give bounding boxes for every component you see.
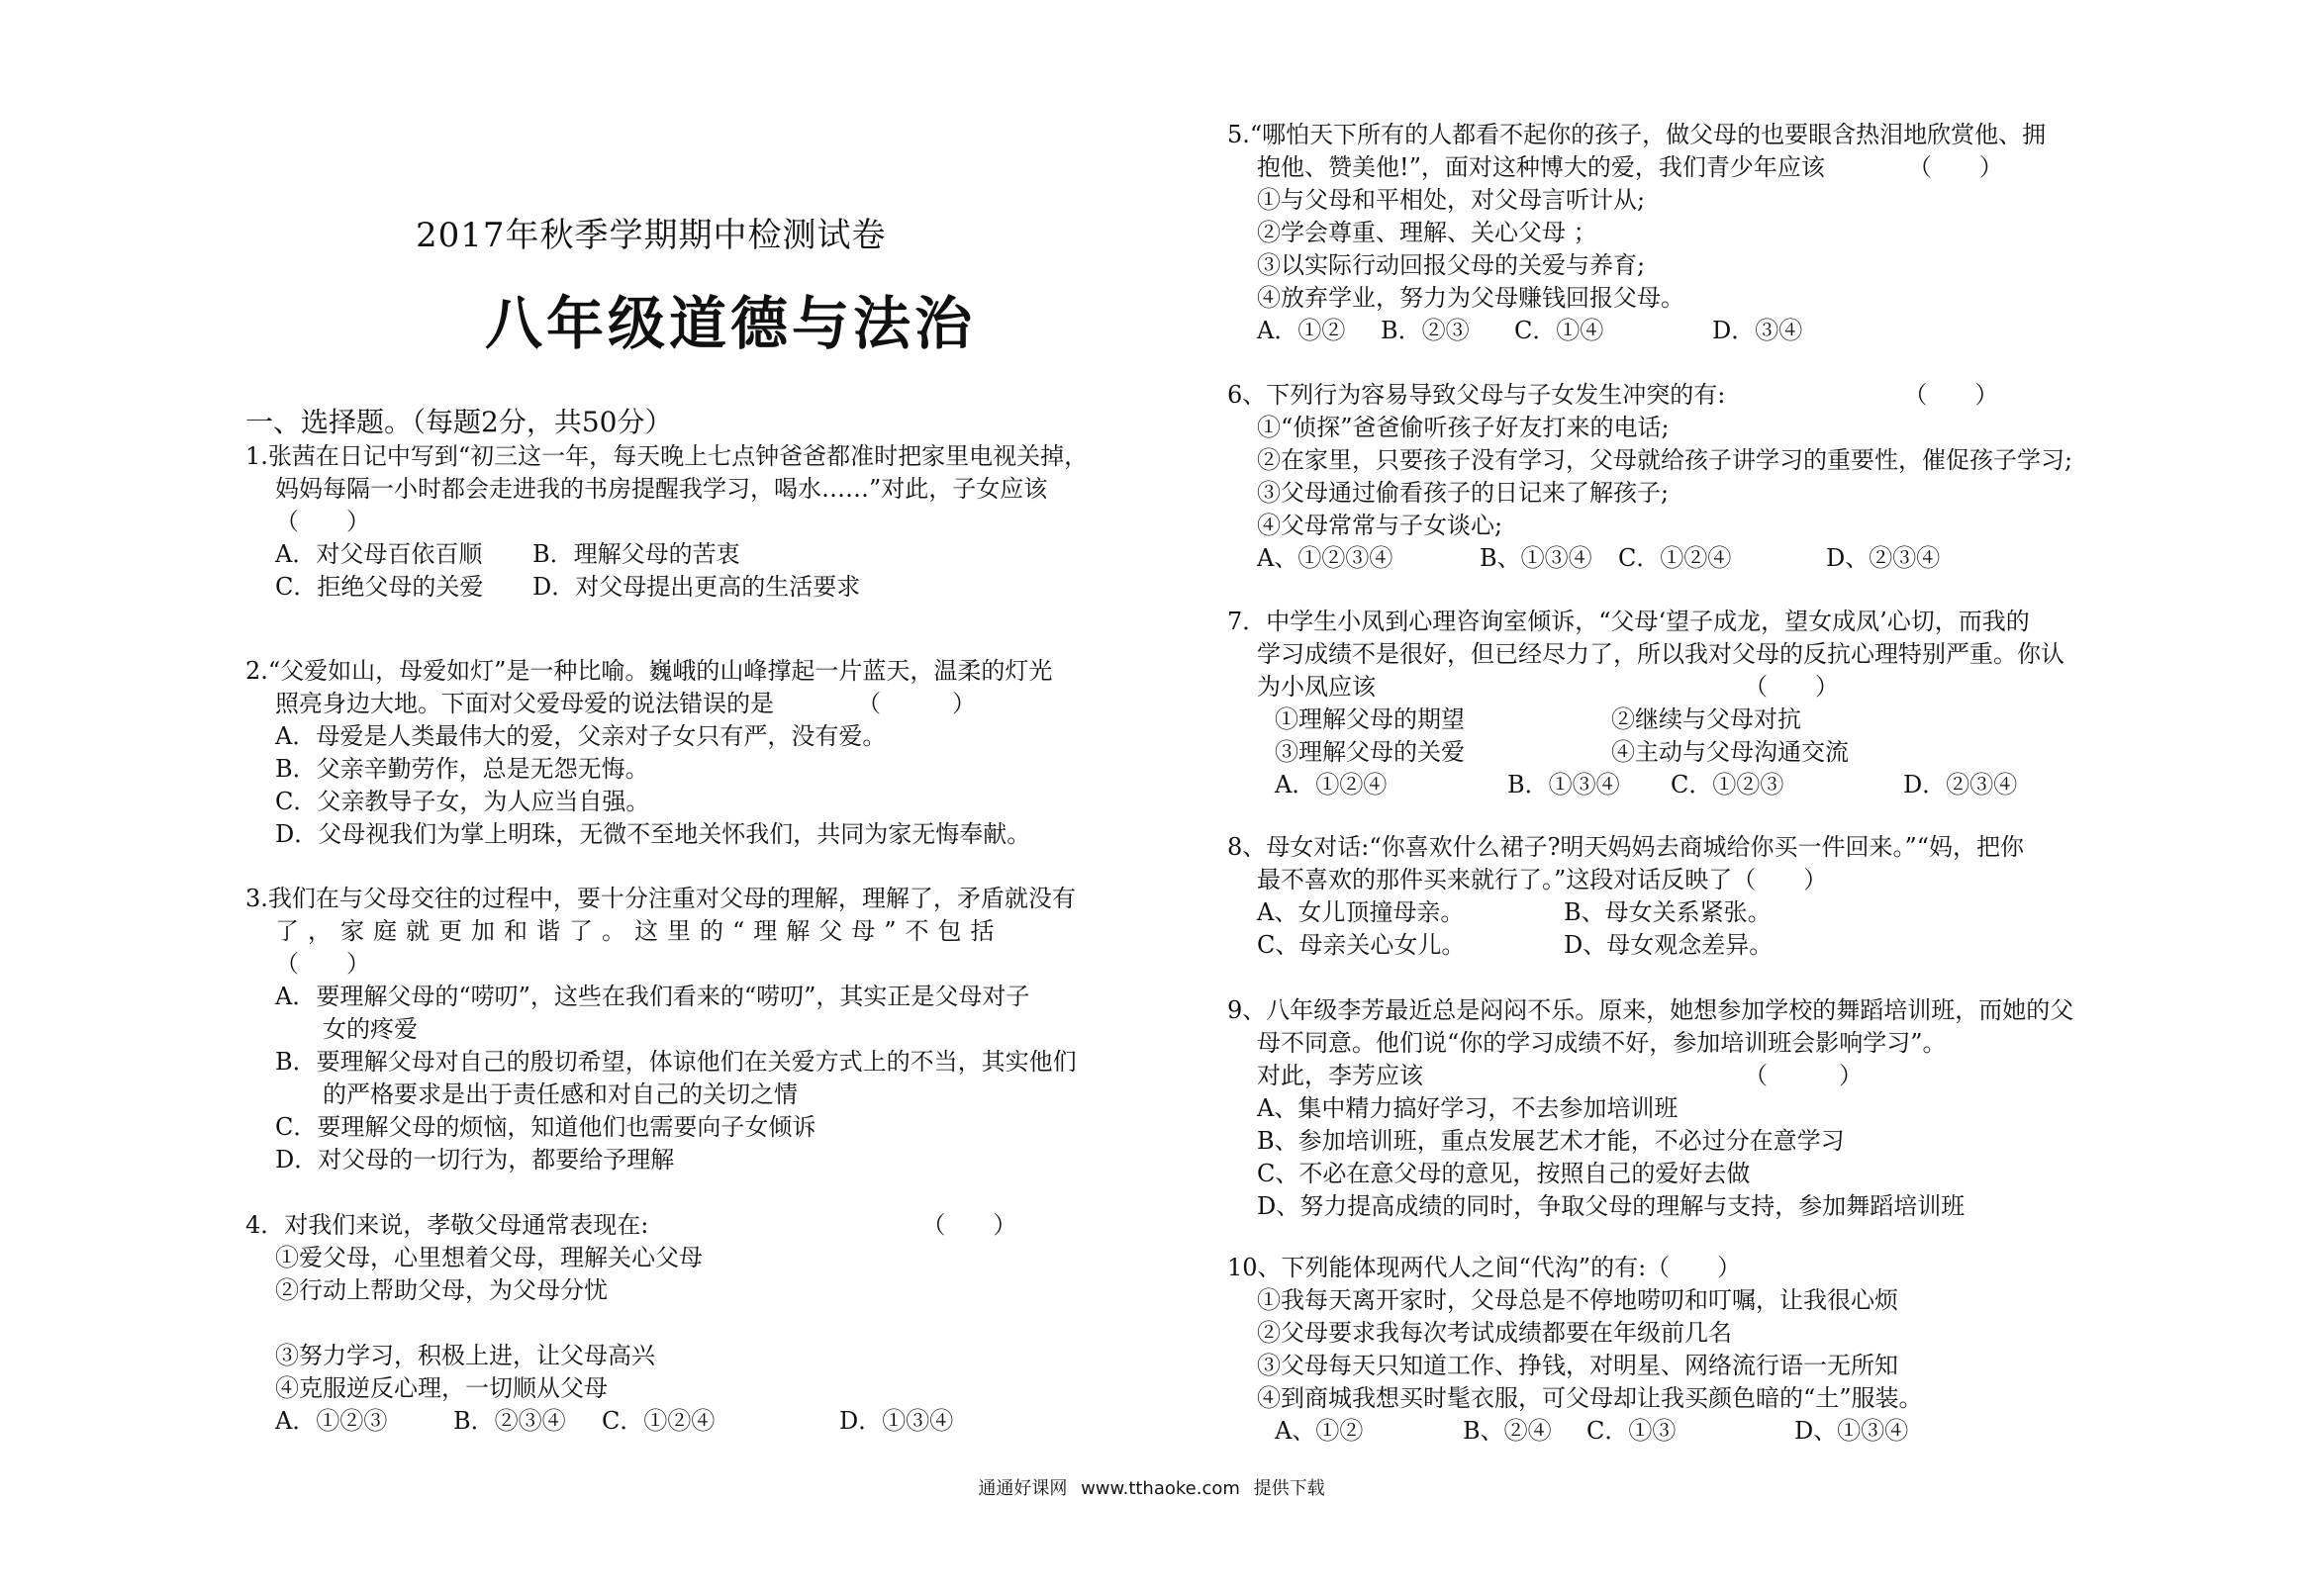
question-text: 10、下列能体现两代人之间“代沟”的有:（ ） bbox=[1227, 1254, 1742, 1281]
options-row bbox=[245, 571, 1088, 604]
option-d: D．③④ bbox=[1712, 317, 1803, 344]
option-b: B．②③④ bbox=[453, 1407, 566, 1435]
option-a: A、①②③④ bbox=[1257, 544, 1393, 572]
footer-url[interactable]: www.tthaoke.com bbox=[1081, 1478, 1240, 1499]
question-text: 抱他、赞美他!”，面对这种博大的爱，我们青少年应该 （ ） bbox=[1257, 153, 2003, 181]
option-b: B．父亲辛勤劳作，总是无怨无悔。 bbox=[275, 755, 649, 783]
options-row bbox=[1227, 315, 2046, 347]
option-a: A．①② bbox=[1257, 317, 1346, 344]
question-text: （ ） bbox=[275, 508, 370, 535]
statement-item: ②在家里，只要孩子没有学习，父母就给孩子讲学习的重要性，催促孩子学习; bbox=[1257, 446, 2073, 474]
question-text: 1.张茜在日记中写到“初三这一年，每天晚上七点钟爸爸都准时把家里电视关掉， bbox=[245, 442, 1089, 470]
statement-item: ①与父母和平相处，对父母言听计从; bbox=[1257, 186, 1646, 214]
option-c: C．①③ bbox=[1586, 1417, 1677, 1445]
option-b: B、①③④ bbox=[1480, 544, 1592, 572]
options-row bbox=[245, 1405, 1016, 1438]
statement-item: ①“侦探”爸爸偷听孩子好友打来的电话; bbox=[1257, 414, 1670, 441]
question-text: 母不同意。他们说“你的学习成绩不好，参加培训班会影响学习”。 bbox=[1257, 1029, 1947, 1057]
option-c: C．父亲教导子女，为人应当自强。 bbox=[275, 788, 650, 815]
option-b: B．理解父母的苦衷 bbox=[532, 540, 740, 568]
options-row bbox=[1227, 896, 2024, 929]
question-4 bbox=[245, 1209, 1016, 1438]
question-text: 8、母女对话:“你喜欢什么裙子?明天妈妈去商城给你买一件回来。”“妈，把你 bbox=[1227, 833, 2025, 861]
option-b-cont: 的严格要求是出于责任感和对自己的关切之情 bbox=[323, 1080, 798, 1108]
option-c: C．要理解父母的烦恼，知道他们也需要向子女倾诉 bbox=[275, 1113, 816, 1141]
statement-item: ③努力学习，积极上进，让父母高兴 bbox=[275, 1342, 655, 1369]
option-c: C、不必在意父母的意见，按照自己的爱好去做 bbox=[1257, 1160, 1751, 1187]
option-a: A．母爱是人类最伟大的爱，父亲对子女只有严，没有爱。 bbox=[275, 722, 887, 750]
option-d: D．①③④ bbox=[839, 1407, 954, 1435]
question-text: 3.我们在与父母交往的过程中，要十分注重对父母的理解，理解了，矛盾就没有 bbox=[245, 885, 1076, 912]
option-d: D．父母视我们为掌上明珠，无微不至地关怀我们，共同为家无悔奉献。 bbox=[275, 820, 1031, 848]
statement-item: ①爱父母，心里想着父母，理解关心父母 bbox=[275, 1244, 703, 1271]
question-6 bbox=[1227, 379, 2072, 575]
option-c: C．①④ bbox=[1514, 317, 1604, 344]
question-text: 最不喜欢的那件买来就行了。”这段对话反映了（ ） bbox=[1257, 866, 1828, 893]
question-8 bbox=[1227, 831, 2024, 962]
option-c: C．①②④ bbox=[602, 1407, 716, 1435]
option-b: B、参加培训班，重点发展艺术才能，不必过分在意学习 bbox=[1257, 1127, 1845, 1155]
option-d: D、努力提高成绩的同时，争取父母的理解与支持，参加舞蹈培训班 bbox=[1257, 1192, 1966, 1220]
question-text: 照亮身边大地。下面对父爱母爱的说法错误的是 （ ） bbox=[275, 690, 976, 717]
question-10 bbox=[1227, 1252, 1923, 1448]
question-text: 2.“父爱如山，母爱如灯”是一种比喻。巍峨的山峰撑起一片蓝天，温柔的灯光 bbox=[245, 657, 1053, 685]
question-text: 4．对我们来说，孝敬父母通常表现在: （ ） bbox=[245, 1211, 1017, 1239]
question-2 bbox=[245, 655, 1052, 851]
option-b: B．①③④ bbox=[1507, 771, 1620, 798]
option-d: D．②③④ bbox=[1903, 771, 2018, 798]
statement-item: ③以实际行动回报父母的关爱与养育; bbox=[1257, 251, 1646, 279]
option-a: A、集中精力搞好学习，不去参加培训班 bbox=[1257, 1094, 1679, 1122]
exam-title: 2017年秋季学期期中检测试卷 bbox=[416, 216, 887, 255]
option-c: C．①②④ bbox=[1618, 544, 1732, 572]
statement-item: ③父母通过偷看孩子的日记来了解孩子; bbox=[1257, 479, 1670, 507]
question-3 bbox=[245, 883, 1077, 1176]
option-d: D、母女观念差异。 bbox=[1564, 931, 1774, 959]
statement-item: ④放弃学业，努力为父母赚钱回报父母。 bbox=[1257, 284, 1684, 312]
question-text: 学习成绩不是很好，但已经尽力了，所以我对父母的反抗心理特别严重。你认 bbox=[1257, 640, 2064, 668]
statement-item: ①我每天离开家时，父母总是不停地唠叨和叮嘱，让我很心烦 bbox=[1257, 1286, 1898, 1314]
statement-item: ③理解父母的关爱 bbox=[1275, 738, 1465, 766]
question-1 bbox=[245, 440, 1088, 604]
question-text: 9、八年级李芳最近总是闷闷不乐。原来，她想参加学校的舞蹈培训班，而她的父 bbox=[1227, 996, 2074, 1024]
option-d: D、①③④ bbox=[1794, 1417, 1909, 1445]
option-a: A、①② bbox=[1275, 1417, 1364, 1445]
question-text: 6、下列行为容易导致父母与子女发生冲突的有: （ ） bbox=[1227, 381, 1999, 409]
option-d: D．对父母的一切行为，都要给予理解 bbox=[275, 1146, 675, 1174]
question-text: 为小凤应该 （ ） bbox=[1257, 673, 1839, 701]
statement-item: ③父母每天只知道工作、挣钱，对明星、网络流行语一无所知 bbox=[1257, 1352, 1898, 1379]
footer-note: 提供下载 bbox=[1253, 1478, 1325, 1499]
option-a: A．①②③ bbox=[275, 1407, 388, 1435]
statement-item: ④父母常常与子女谈心; bbox=[1257, 512, 1503, 539]
option-a: A．①②④ bbox=[1275, 771, 1388, 798]
option-c: C．①②③ bbox=[1671, 771, 1784, 798]
question-text: 妈妈每隔一小时都会走进我的书房提醒我学习，喝水……”对此，子女应该 bbox=[275, 475, 1048, 503]
options-row bbox=[1227, 1415, 1923, 1448]
question-text: 5.“哪怕天下所有的人都看不起你的孩子，做父母的也要眼含热泪地欣赏他、拥 bbox=[1227, 121, 2047, 148]
statement-item: ④克服逆反心理，一切顺从父母 bbox=[275, 1374, 608, 1402]
question-text: 对此，李芳应该 （ ） bbox=[1257, 1062, 1863, 1089]
statement-item: ①理解父母的期望 bbox=[1275, 705, 1465, 733]
page-footer bbox=[0, 1474, 2303, 1500]
option-a: A．要理解父母的“唠叨”，这些在我们看来的“唠叨”，其实正是父母对子 bbox=[275, 983, 1030, 1010]
section-heading: 一、选择题。（每题2分，共50分） bbox=[245, 406, 673, 438]
statement-item: ②继续与父母对抗 bbox=[1611, 705, 1801, 733]
option-a: A、女儿顶撞母亲。 bbox=[1257, 898, 1465, 926]
question-5 bbox=[1227, 119, 2046, 347]
subject-title: 八年级道德与法治 bbox=[485, 290, 977, 357]
option-b: B、②④ bbox=[1463, 1417, 1552, 1445]
option-a-cont: 女的疼爱 bbox=[323, 1015, 418, 1043]
statement-item: ②学会尊重、理解、关心父母 ； bbox=[1257, 219, 1597, 246]
options-row bbox=[1227, 769, 2064, 801]
option-b: B．②③ bbox=[1381, 317, 1470, 344]
option-d: D、②③④ bbox=[1826, 544, 1941, 572]
statement-item: ④主动与父母沟通交流 bbox=[1611, 738, 1849, 766]
option-c: C．拒绝父母的关爱 bbox=[275, 573, 484, 601]
option-c: C、母亲关心女儿。 bbox=[1257, 931, 1466, 959]
option-b: B．要理解父母对自己的殷切希望，体谅他们在关爱方式上的不当，其实他们 bbox=[275, 1048, 1077, 1076]
question-text: 7．中学生小凤到心理咨询室倾诉，“父母‘望子成龙，望女成凤’心切，而我的 bbox=[1227, 608, 2030, 635]
statement-item: ②行动上帮助父母，为父母分忧 bbox=[275, 1276, 608, 1304]
option-a: A．对父母百依百顺 bbox=[275, 540, 483, 568]
items-row bbox=[1227, 704, 2064, 736]
options-row bbox=[1227, 542, 2072, 575]
options-row bbox=[245, 538, 1088, 571]
options-row bbox=[1227, 929, 2024, 962]
footer-site-name: 通通好课网 bbox=[978, 1478, 1068, 1499]
option-b: B、母女关系紧张。 bbox=[1564, 898, 1772, 926]
items-row bbox=[1227, 736, 2064, 769]
question-7 bbox=[1227, 606, 2064, 801]
question-text: （ ） bbox=[275, 950, 370, 978]
option-d: D．对父母提出更高的生活要求 bbox=[532, 573, 861, 601]
question-text: 了，家庭就更加和谐了。这里的“理解父母”不包括 bbox=[275, 917, 1004, 945]
statement-item: ②父母要求我每次考试成绩都要在年级前几名 bbox=[1257, 1319, 1732, 1347]
statement-item: ④到商城我想买时髦衣服，可父母却让我买颜色暗的“土”服装。 bbox=[1257, 1384, 1923, 1412]
question-9 bbox=[1227, 994, 2073, 1223]
